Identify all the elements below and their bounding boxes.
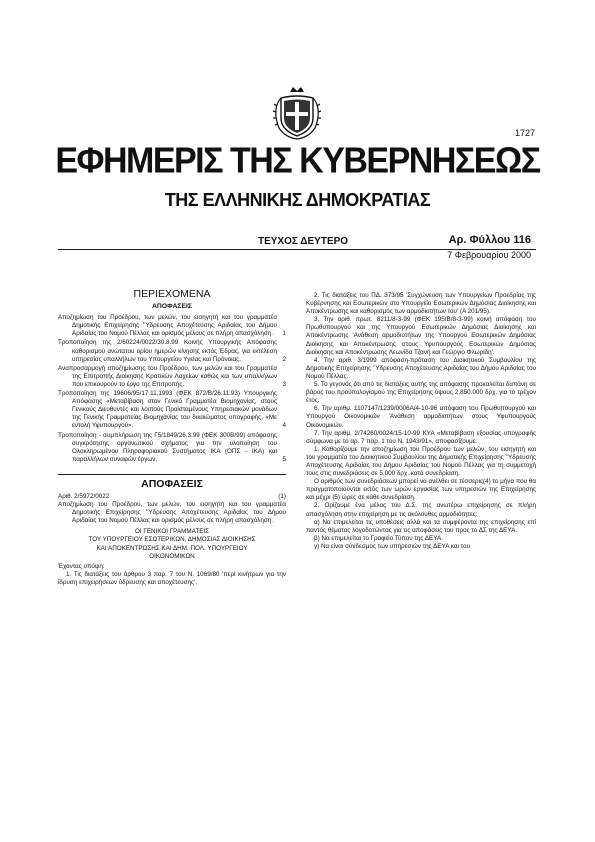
secretaries-line: ΟΙΚΟΝΟΜΙΚΩΝ bbox=[149, 552, 195, 560]
secretaries-line: ΚΑΙ ΑΠΟΚΕΝΤΡΩΣΗΣ ΚΑΙ ΔΗΜ. ΠΟΛ. ΥΠΟΥΡΓΕΙΟΥ bbox=[96, 544, 248, 552]
gazette-title: ΕΦΗΜΕΡΙΣ ΤΗΣ ΚΥΒΕΡΝΗΣΕΩΣ bbox=[55, 141, 540, 181]
secretaries-line: ΟΙ ΓΕΝΙΚΟΙ ΓΡΑΜΜΑΤΕΙΣ bbox=[134, 528, 210, 536]
decision-paragraph: Ο αριθμός των συνεδριάσεων μπορεί να ανέλθει σε τέσσερις(4) το μήνα που θα πραγματοποιούνται εκτός των ωρών εργασίας των υπηρεσιών της Επιχείρησης και μέχρι (5) ώρες σε κάθε συνεδρίαση. bbox=[306, 478, 536, 502]
decision-number-line bbox=[58, 493, 286, 501]
decision-paragraph: 2. Τις διατάξεις του ΠΔ. 373/95 'Συγχώνευση των Υπουργείων Προεδρίας της Κυβέρνησης και Εσωτερικών στο Υπουργείο Εσωτερικών Δημόσιας Διοίκησης και Αποκέντρωσης και καθορισμός των αρμοδιοτήτων του' (Α 201/95). bbox=[306, 292, 536, 316]
decision-number: Αριθ. 2/5972/0022 bbox=[58, 492, 110, 500]
toc-entry-text: Αναπροσαρμογή αποζημίωσης του Προέδρου, των μελών και του Γραμματέα της Επιτροπής Διοίκησης Κρατικών Λαχείων καθώς και των υπαλλήλων που επικουρούν το έργο της Επιτροπής. bbox=[58, 364, 277, 388]
decision-paragraph: α) Να επιμελείται τις υποθέσεις αλλά και τα συμφέροντα της επιχείρησης επί παντός θέματος λογοδοτώντας για τις αποφάσεις του προς το ΔΣ της ΔΕΥΑ. bbox=[306, 518, 536, 534]
issue-label: ΤΕΥΧΟΣ ΔΕΥΤΕΡΟ bbox=[258, 236, 349, 247]
toc-entry-text: Τροποποίηση της 19606/95/17.11.1993 (ΦΕΚ 872/Β/26.11.93) Υπουργικής Απόφασης «Μεταβίβαση στον Γενικό Γραμματέα Βιομηχανίας, στους Γενικούς Διευθυντές και λοιπούς Προϊσταμένους Υπηρεσιακών μονάδων της Γενικής Γραμματείας Βιομηχανίας του δικαιώματος υπογραφής, «Με εντολή Υφυπουργού». bbox=[58, 390, 277, 430]
decision-paragraph: 3. Την αριθ. πρωτ. 8211/8-3-99 (ΦΕΚ 195/Β/8-3-99) κοινή απόφαση του Πρωθυπουργού και της Υπουργού Εσωτερικών Δημόσιας Διοίκησης και Αποκέντρωσης 'Ανάθεση αρμοδιοτήτων της Υπουργού Εσωτερικών Δημόσιας Διοίκησης και Αποκέντρωσης στους Υφυπουργούς Εσωτερικών Δημόσιας Διοίκησης και Αποκέντρωσης Λεωνίδα Τζανή και Γεώργιο Φλωρίδη'. bbox=[306, 316, 536, 356]
secretaries-line: ΤΟΥ ΥΠΟΥΡΓΕΙΟΥ ΕΣΩΤΕΡΙΚΩΝ, ΔΗΜΟΣΙΑΣ ΔΙΟΙΚΗΣΗΣ bbox=[88, 536, 256, 544]
decision-paragraph: 1. Καθορίζουμε την αποζημίωση του Προέδρου των μελών, του εισηγητή και του γραμματέα του Διοικητικού Συμβουλίου της Δημοτικής Επιχείρησης 'Ύδρευσης Αποχέτευσης Αριδαίας του Δήμου Αριδαίας του Νομού Πέλλας για τη συμμετοχή τους στις συνεδριάσεις σε 5.000 δρχ. κατά συνεδρίαση. bbox=[306, 445, 536, 478]
toc-entry bbox=[58, 339, 286, 363]
toc-entry-page: 1 bbox=[282, 330, 286, 338]
contents-title: ΠΕΡΙΕΧΟΜΕΝΑ bbox=[133, 288, 211, 300]
decision-paragraph: 2. Ορίζουμε ένα μέλος του Δ.Σ. της ανωτέρω επιχείρησης σε πλήρη απασχόληση στην επιχείρηση με τις ακόλουθες αρμοδιότητες: bbox=[306, 502, 536, 518]
decision-paragraph: 4. Την αριθ. 3/1999 απόφαση-πρόταση του Διοικητικού Συμβουλίου της Δημοτικής Επιχείρησης 'Ύδρευσης Αποχέτευσης Αριδαίας του Δήμου Αριδαίας του Νομού Πέλλας. bbox=[306, 356, 536, 380]
toc-entry bbox=[58, 365, 286, 389]
right-column bbox=[306, 292, 536, 551]
decisions-heading: ΑΠΟΦΑΣΕΙΣ bbox=[58, 474, 286, 488]
toc-entry-text: Τροποποίηση - συμπλήρωση της Γ5/1849/26.3.99 (ΦΕΚ 300Β/99) απόφασης συγκρότησης οργανωτικού σχήματος για την υλοποίηση του Ολοκληρωμένου Πληροφοριακού Συστήματος ΙΚΑ (ΟΠΣ - ΙΚΑ) και παραλλήλων συναφών έργων. bbox=[58, 431, 277, 463]
toc-entry bbox=[58, 432, 286, 464]
decision-paragraph: γ) Να είναι σύνδεσμος των υπηρεσιών της ΔΕΥΑ και του bbox=[314, 542, 471, 550]
decision-paragraph: 6. Την αριθμ. 1107147/1239/0006Α/4-10-96 απόφαση του Πρωθυπουργού και Υπουργού Οικονομικών 'Ανάθεση αρμοδιοτήτων στους Υφυπουργούς Οικονομικών. bbox=[306, 405, 536, 429]
toc-entry bbox=[58, 390, 286, 430]
toc-entry-page: 2 bbox=[282, 355, 286, 363]
issue-date: 7 Φεβρουαρίου 2000 bbox=[447, 250, 531, 260]
toc-entry-page: 3 bbox=[282, 380, 286, 388]
decision-paragraph: 7. Την αριθμ. 2/74260/0024/15-10-99 ΚΥΑ «Μεταβίβαση εξουσίας υπογραφής σύμφωνα με το αρ. 7 παρ. 1 του Ν. 1943/91», αποφασίζουμε: bbox=[306, 429, 536, 445]
decision-paragraph: 1. Τις διατάξεις του άρθρου 3 παρ. 7 του Ν. 1069/80 'περί κινήτρων για την ίδρυση επιχειρήσεων ύδρευσης και αποχέτευσης'. bbox=[58, 570, 286, 586]
page-number: 1727 bbox=[514, 128, 535, 138]
decision-index: (1) bbox=[278, 492, 286, 500]
left-column bbox=[58, 290, 286, 587]
decision-subject: Αποζημίωση του Προέδρου, των μελών, του εισηγητή και του γραμματέα Δημοτικής Επιχείρησης 'Ύδρευσης Αποχέτευσης Αριδαίας του Δήμου Αριδαίας του Νομού Πέλλας και ορισμός μέλους σε πλήρη απασχόληση. bbox=[58, 501, 286, 525]
decision-paragraph: β) Να επιμελείται το Γραφείο Τύπου της ΔΕΥΑ. bbox=[314, 534, 443, 542]
greek-coat-of-arms-icon bbox=[271, 84, 323, 140]
decision-intro: Έχοντας υπόψη: bbox=[58, 562, 105, 570]
gazette-subtitle: ΤΗΣ ΕΛΛΗΝΙΚΗΣ ΔΗΜΟΚΡΑΤΙΑΣ bbox=[164, 190, 431, 210]
issue-sheet-number: Αρ. Φύλλου 116 bbox=[448, 234, 531, 246]
decision-paragraph: 5. Το γεγονός ότι από τις διατάξεις αυτής της απόφασης προκαλείται δαπάνη σε βάρος του προϋπολογισμού της Επιχείρησης ύψους 2.850.000 δρχ. για το τρέχον έτος. bbox=[306, 381, 536, 405]
toc-entry-text: Αποζημίωση του Προέδρου, των μελών, του εισηγητή και του γραμματέα Δημοτικής Επιχείρησης 'Ύδρευσης Αποχέτευσης Αριδαίας του Δήμου Αριδαίας του Νομού Πέλλας και ορισμός μέλους σε πλήρη απασχόληση. bbox=[58, 314, 277, 338]
toc-entry-page: 4 bbox=[282, 422, 286, 430]
toc-entry-text: Τροποποίηση της 2/60224/0022/30.8.99 Κοινής Υπουργικής Απόφασης καθορισμού ανώτατου ορίου ημερών κίνησης εκτός Έδρας, για εκτέλεση υπηρεσίας υπαλλήλων του Υπουργείου Υγείας και Πρόνοιας. bbox=[58, 339, 277, 363]
toc-entry-page: 5 bbox=[282, 455, 286, 463]
contents-section: ΑΠΟΦΑΣΕΙΣ bbox=[152, 303, 192, 311]
toc-entry bbox=[58, 314, 286, 338]
